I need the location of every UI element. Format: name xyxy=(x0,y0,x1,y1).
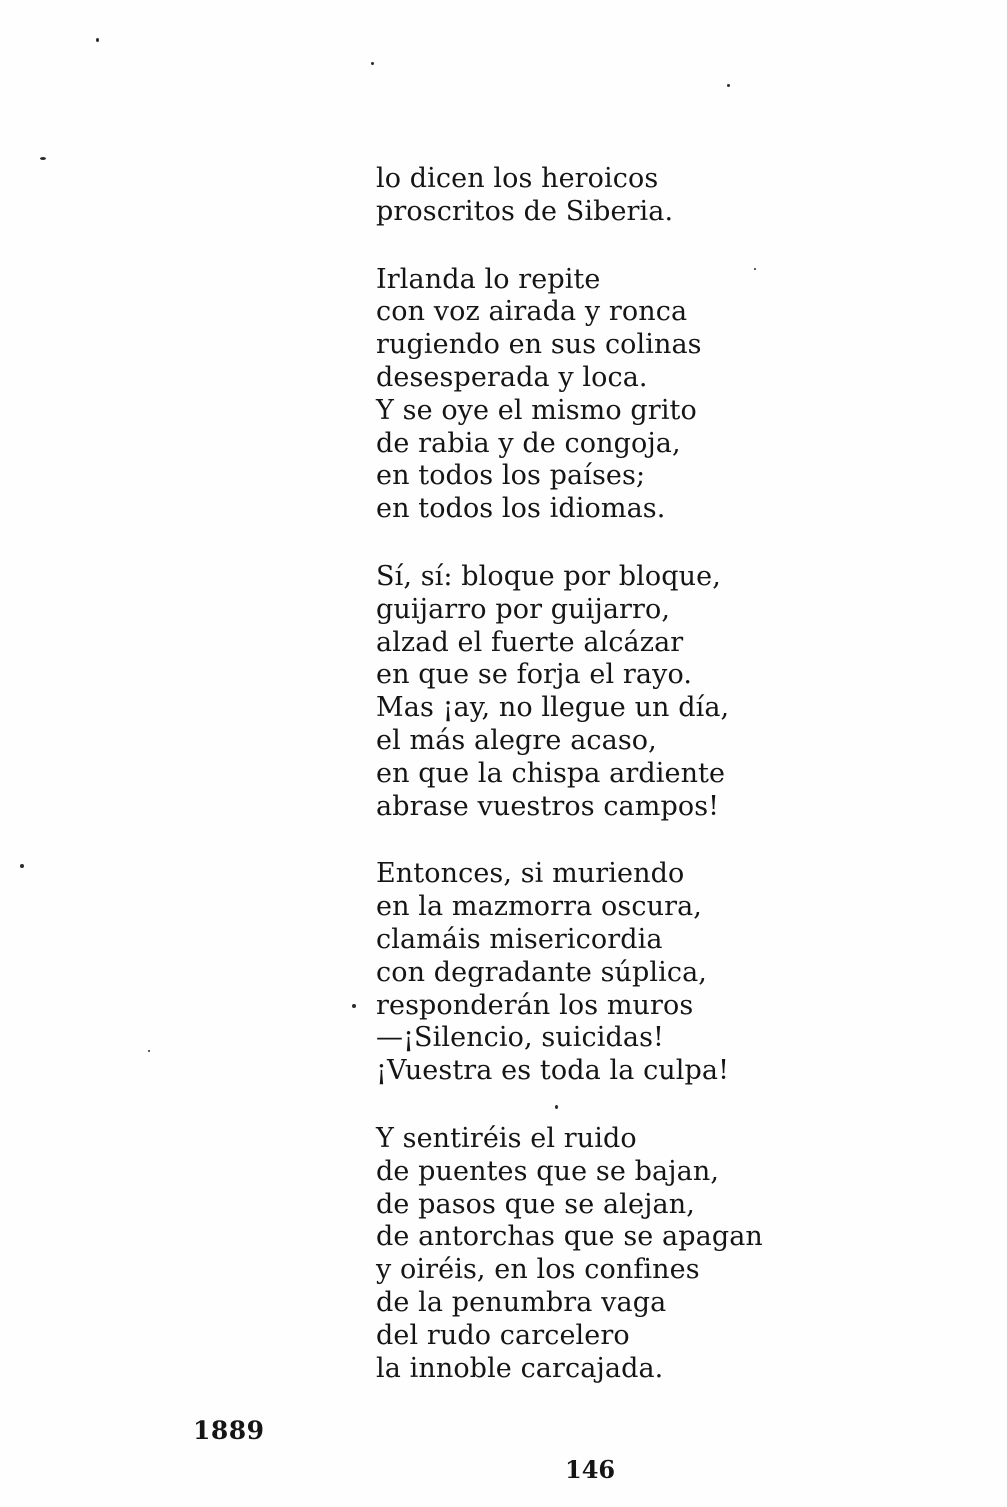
scan-speck xyxy=(727,84,730,87)
poem-line: la innoble carcajada. xyxy=(376,1352,664,1384)
scan-speck xyxy=(96,38,99,42)
poem-line: de antorchas que se apagan xyxy=(376,1221,763,1253)
poem-line: Entonces, si muriendo xyxy=(376,858,685,890)
poem-date: 1889 xyxy=(193,1416,265,1445)
scan-speck xyxy=(352,1004,356,1008)
poem-line: de la penumbra vaga xyxy=(376,1286,667,1318)
scan-speck xyxy=(555,1105,558,1109)
poem-line: responderán los muros xyxy=(376,989,694,1021)
poem-body xyxy=(376,163,796,1420)
poem-line: y oiréis, en los confines xyxy=(376,1254,700,1286)
stanza-4 xyxy=(376,858,796,1088)
scan-speck xyxy=(754,268,756,270)
poem-line: ¡Vuestra es toda la culpa! xyxy=(376,1055,730,1087)
stanza-1 xyxy=(376,163,796,229)
poem-line: en que se forja el rayo. xyxy=(376,659,693,691)
scan-speck xyxy=(40,157,46,160)
page-number: 146 xyxy=(565,1455,616,1484)
poem-line: con degradante súplica, xyxy=(376,956,707,988)
stanza-2 xyxy=(376,264,796,526)
stanza-5 xyxy=(376,1123,796,1385)
poem-line: con voz airada y ronca xyxy=(376,296,688,328)
poem-line: clamáis misericordia xyxy=(376,923,663,955)
stanza-3 xyxy=(376,561,796,823)
poem-line: lo dicen los heroicos xyxy=(376,163,659,194)
poem-line: guijarro por guijarro, xyxy=(376,593,671,625)
poem-line: de puentes que se bajan, xyxy=(376,1155,720,1187)
poem-line: Irlanda lo repite xyxy=(376,263,601,295)
poem-line: desesperada y loca. xyxy=(376,361,648,393)
poem-line: Sí, sí: bloque por bloque, xyxy=(376,560,721,592)
poem-line: rugiendo en sus colinas xyxy=(376,329,702,361)
poem-line: Y sentiréis el ruido xyxy=(376,1122,637,1154)
poem-line: en todos los idiomas. xyxy=(376,493,666,525)
poem-line: de pasos que se alejan, xyxy=(376,1188,695,1220)
poem-line: en todos los países; xyxy=(376,460,646,492)
poem-line: proscritos de Siberia. xyxy=(376,195,674,227)
poem-line: en la mazmorra oscura, xyxy=(376,891,702,923)
poem-line: de rabia y de congoja, xyxy=(376,427,681,459)
poem-line: alzad el fuerte alcázar xyxy=(376,626,684,658)
poem-line: —¡Silencio, suicidas! xyxy=(376,1022,664,1054)
poem-line: del rudo carcelero xyxy=(376,1319,630,1351)
poem-line: Y se oye el mismo grito xyxy=(376,394,697,426)
scan-speck xyxy=(20,864,24,868)
poem-line: abrase vuestros campos! xyxy=(376,790,720,822)
poem-line: el más alegre acaso, xyxy=(376,724,657,756)
poem-line: Mas ¡ay, no llegue un día, xyxy=(376,692,730,724)
poem-line: en que la chispa ardiente xyxy=(376,757,726,789)
scan-speck xyxy=(148,1050,150,1052)
scan-speck xyxy=(371,62,374,65)
